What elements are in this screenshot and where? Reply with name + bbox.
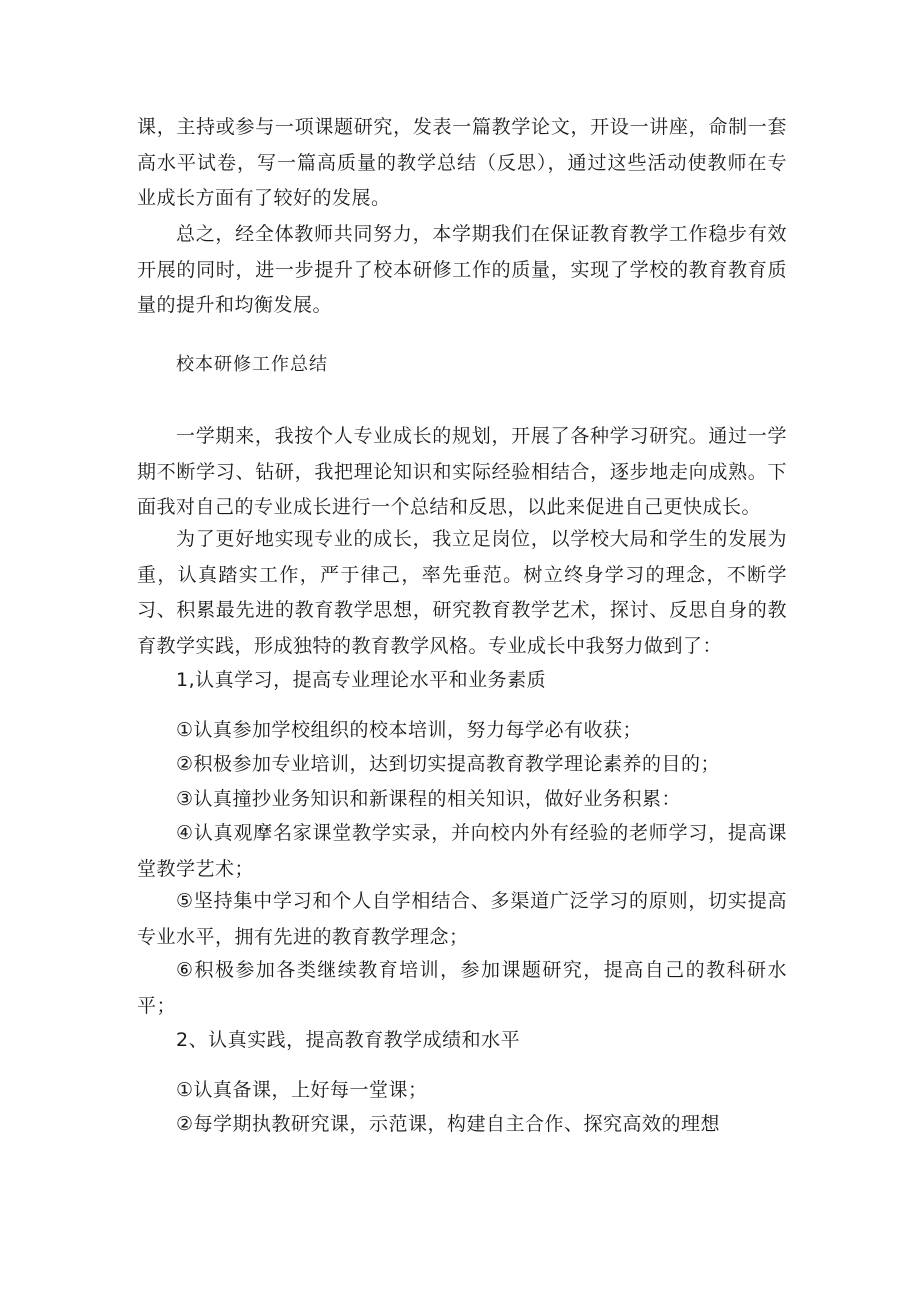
list-item: ⑤坚持集中学习和个人自学相结合、多渠道广泛学习的原则，切实提高专业水平，拥有先进的教育教学理念； [137, 890, 787, 948]
list-item: ③认真撞抄业务知识和新课程的相关知识，做好业务积累： [176, 788, 682, 810]
list-item: ④认真观摩名家课堂教学实录，并向校内外有经验的老师学习，提高课堂教学艺术； [137, 822, 787, 880]
list-item: ⑥积极参加各类继续教育培训，参加课题研究，提高自己的教科研水平； [137, 959, 787, 1017]
paragraph-growth-goals: 为了更好地实现专业的成长，我立足岗位，以学校大局和学生的发展为重，认真踏实工作，严于律己，率先垂范。树立终身学习的理念，不断学习、积累最先进的教育教学思想，研究教育教学艺术，探讨、反思自身的教育教学实践，形成独特的教育教学风格。专业成长中我努力做到了： [137, 528, 787, 657]
subheading-study: 1,认真学习，提高专业理论水平和业务素质 [176, 669, 547, 691]
paragraph-summary: 总之，经全体教师共同努力，本学期我们在保证教育教学工作稳步有效开展的同时，进一步提升了校本研修工作的质量，实现了学校的教育教育质量的提升和均衡发展。 [137, 223, 787, 316]
list-item: ①认真备课，上好每一堂课； [176, 1079, 428, 1101]
paragraph-intro: 一学期来，我按个人专业成长的规划，开展了各种学习研究。通过一学期不断学习、钻研，我把理论知识和实际经验相结合，逐步地走向成熟。下面我对自己的专业成长进行一个总结和反思，以此来促进自己更快成长。 [137, 425, 787, 518]
paragraph-research-activities: 课，主持或参与一项课题研究，发表一篇教学论文，开设一讲座，命制一套高水平试卷，写一篇高质量的教学总结（反思），通过这些活动使教师在专业成长方面有了较好的发展。 [137, 116, 787, 209]
list-item: ①认真参加学校组织的校本培训，努力每学必有收获； [176, 719, 643, 741]
section-title: 校本研修工作总结 [176, 354, 328, 375]
list-item: ②每学期执教研究课，示范课，构建自主合作、探究高效的理想 [176, 1113, 721, 1135]
list-item: ②积极参加专业培训，达到切实提高教育教学理论素养的目的； [176, 753, 721, 775]
subheading-practice: 2、认真实践，提高教育教学成绩和水平 [176, 1029, 521, 1051]
